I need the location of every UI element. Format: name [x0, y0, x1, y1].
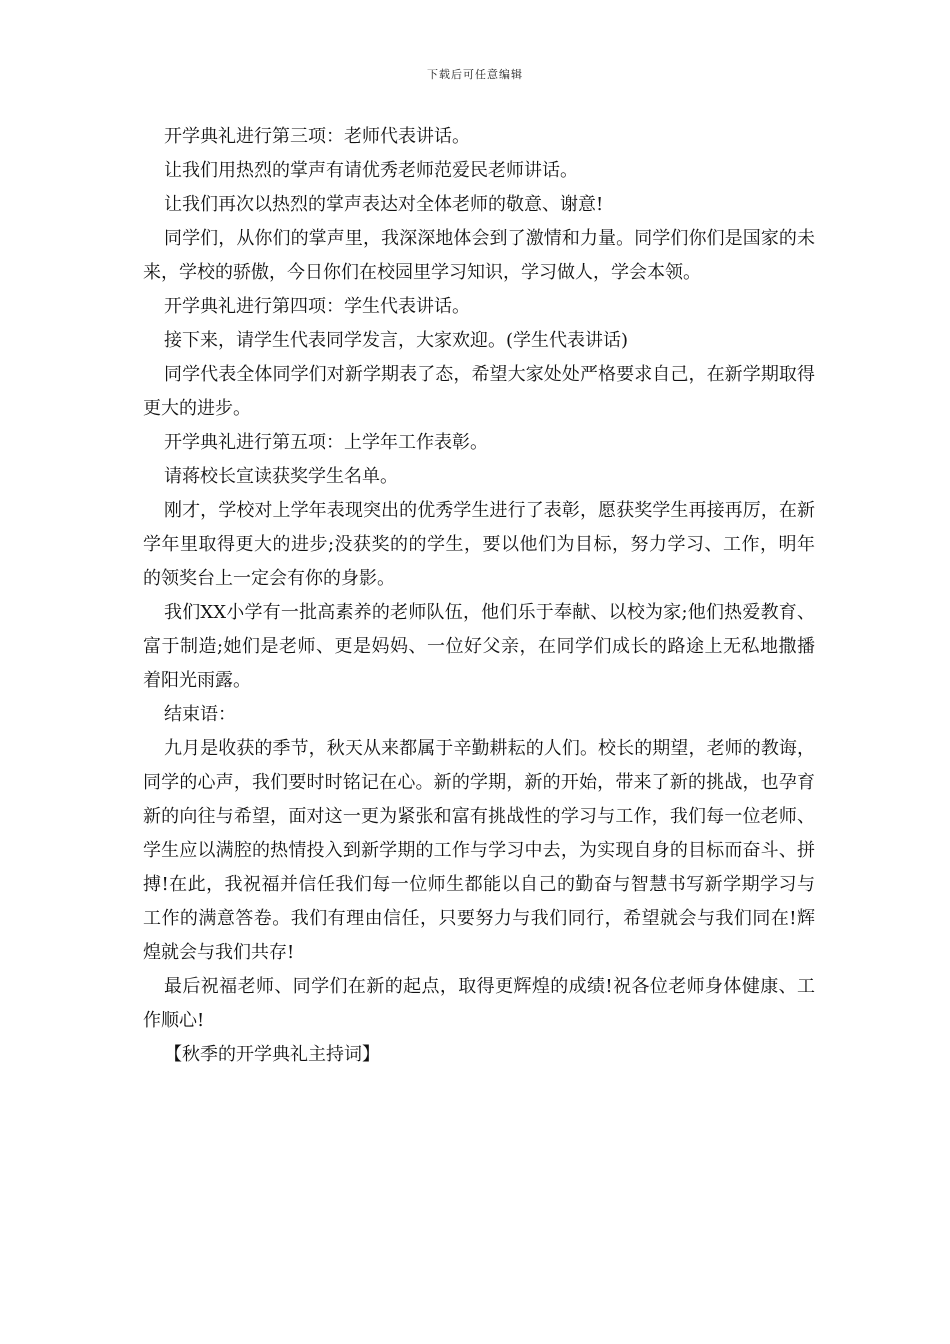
- paragraph: 开学典礼进行第三项：老师代表讲话。: [164, 126, 470, 147]
- paragraph: 同学们，从你们的掌声里，我深深地体会到了激情和力量。同学们你们是国家的未来，学校的骄傲，今日你们在校园里学习知识，学习做人，学会本领。: [143, 228, 815, 283]
- paragraph: 开学典礼进行第五项：上学年工作表彰。: [164, 432, 488, 453]
- paragraph: 同学代表全体同学们对新学期表了态，希望大家处处严格要求自己，在新学期取得更大的进步。: [143, 364, 815, 419]
- page-header-note: 下载后可任意编辑: [427, 68, 523, 81]
- paragraph: 让我们再次以热烈的掌声表达对全体老师的敬意、谢意!: [164, 194, 604, 215]
- section-heading: 结束语：: [164, 704, 236, 725]
- paragraph: 最后祝福老师、同学们在新的起点，取得更辉煌的成绩!祝各位老师身体健康、工作顺心!: [143, 976, 815, 1031]
- document-title: 【秋季的开学典礼主持词】: [164, 1044, 380, 1065]
- paragraph: 接下来，请学生代表同学发言，大家欢迎。(学生代表讲话): [164, 330, 629, 351]
- paragraph: 我们XX小学有一批高素养的老师队伍，他们乐于奉献、以校为家;他们热爱教育、富于制造;她们是老师、更是妈妈、一位好父亲，在同学们成长的路途上无私地撒播着阳光雨露。: [143, 602, 815, 691]
- paragraph: 刚才，学校对上学年表现突出的优秀学生进行了表彰，愿获奖学生再接再厉，在新学年里取得更大的进步;没获奖的的学生，要以他们为目标，努力学习、工作，明年的领奖台上一定会有你的身影。: [143, 500, 815, 589]
- paragraph: 让我们用热烈的掌声有请优秀老师范爱民老师讲话。: [164, 160, 578, 181]
- paragraph: 九月是收获的季节，秋天从来都属于辛勤耕耘的人们。校长的期望，老师的教诲，同学的心声，我们要时时铭记在心。新的学期，新的开始，带来了新的挑战，也孕育新的向往与希望，面对这一更为紧张和富有挑战性的学习与工作，我们每一位老师、学生应以满腔的热情投入到新学期的工作与学习中去，为实现自身的目标而奋斗、拼搏!在此，我祝福并信任我们每一位师生都能以自己的勤奋与智慧书写新学期学习与工作的满意答卷。我们有理由信任，只要努力与我们同行，希望就会与我们同在!辉煌就会与我们共存!: [143, 738, 815, 963]
- document-body: [143, 120, 815, 1072]
- paragraph: 请蒋校长宣读获奖学生名单。: [164, 466, 398, 487]
- paragraph: 开学典礼进行第四项：学生代表讲话。: [164, 296, 470, 317]
